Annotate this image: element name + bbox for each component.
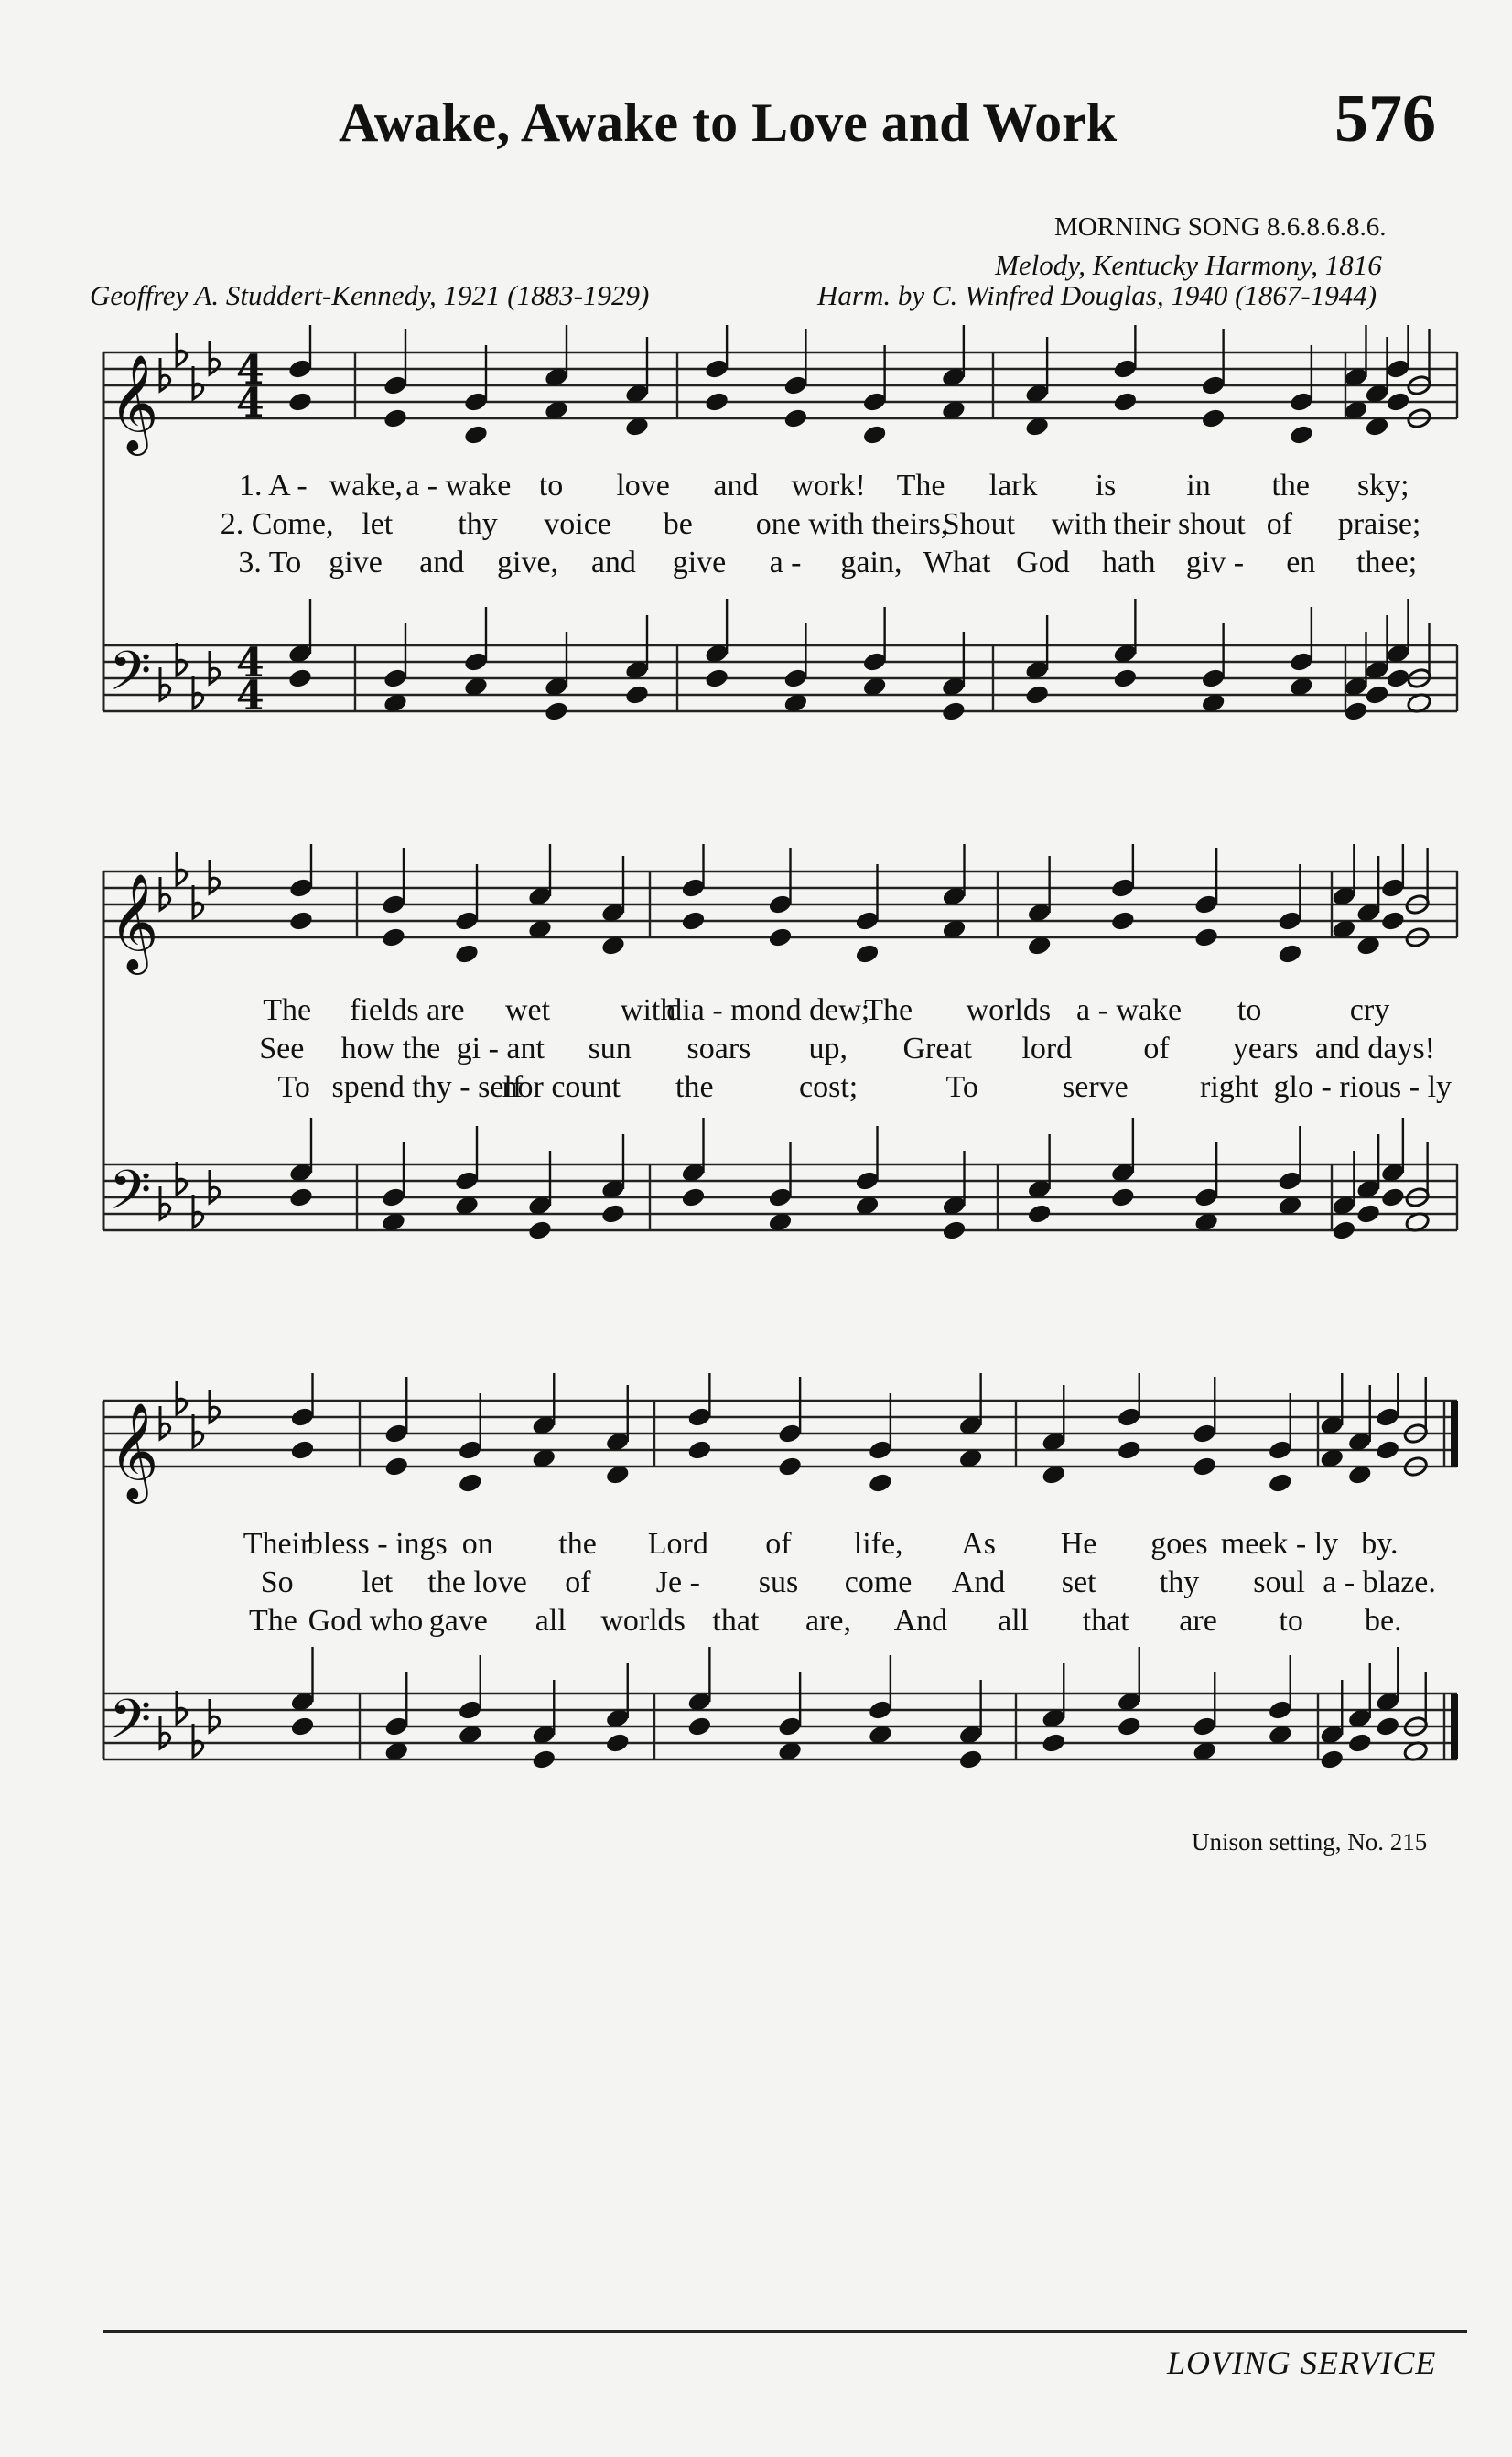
- lyric-syllable: bless - ings: [307, 1527, 448, 1561]
- lyric-syllable: all: [998, 1604, 1030, 1638]
- flat-sign: [193, 885, 203, 918]
- lyric-syllable: with theirs,: [808, 507, 949, 541]
- note-head: [1385, 667, 1411, 690]
- note-head: [381, 926, 407, 949]
- note-head: [854, 943, 880, 966]
- note-head: [1289, 424, 1315, 447]
- note-head: [544, 700, 570, 723]
- lyric-syllable: cry: [1349, 993, 1390, 1027]
- lyric-syllable: years: [1232, 1032, 1299, 1066]
- note-head: [287, 391, 314, 414]
- hymn-number: 576: [1334, 81, 1436, 157]
- lyric-syllable: and days!: [1314, 1032, 1436, 1066]
- treble-clef-icon: 𝄞: [109, 353, 159, 451]
- lyric-syllable: be.: [1364, 1604, 1402, 1638]
- lyric-syllable: Great: [902, 1032, 972, 1066]
- lyric-syllable: worlds: [600, 1604, 686, 1638]
- note-head: [1026, 1203, 1053, 1226]
- note-head: [941, 700, 967, 723]
- note-head: [680, 910, 707, 933]
- lyric-syllable: of: [1143, 1032, 1170, 1066]
- lyric-syllable: sun: [588, 1032, 632, 1066]
- lyric-syllable: nor count: [502, 1070, 621, 1104]
- lyric-syllable: a - wake: [1076, 993, 1183, 1027]
- lyric-syllable: lark: [988, 469, 1038, 503]
- lyric-syllable: en: [1286, 546, 1316, 579]
- note-head: [1380, 1186, 1407, 1209]
- note-head: [624, 684, 651, 707]
- lyric-syllable: spend thy - self: [331, 1070, 524, 1104]
- flat-sign: [193, 1195, 203, 1228]
- note-head: [1200, 407, 1226, 430]
- lyric-syllable: God: [1016, 546, 1070, 579]
- note-head: [1110, 910, 1137, 933]
- lyric-syllable: life,: [853, 1527, 903, 1561]
- flat-sign: [177, 643, 187, 676]
- lyric-syllable: all: [535, 1604, 567, 1638]
- lyric-syllable: that: [1082, 1604, 1129, 1638]
- note-head: [704, 391, 730, 414]
- lyric-syllable: The: [896, 469, 945, 503]
- lyric-syllable: that: [712, 1604, 760, 1638]
- time-signature: 4: [236, 380, 265, 427]
- lyric-syllable: wet: [505, 993, 551, 1027]
- note-head: [463, 424, 490, 447]
- lyric-syllable: The: [263, 993, 312, 1027]
- lyric-syllable: thy: [1159, 1565, 1200, 1599]
- note-head: [457, 1472, 483, 1495]
- note-head: [1346, 1732, 1373, 1755]
- note-head: [686, 1716, 713, 1738]
- unison-note: Unison setting, No. 215: [1192, 1828, 1428, 1856]
- lyric-syllable: And: [951, 1565, 1006, 1599]
- lyric-syllable: soul: [1253, 1565, 1305, 1599]
- note-head: [1193, 926, 1220, 949]
- note-head: [287, 667, 314, 690]
- lyric-syllable: glo - rious - ly: [1273, 1070, 1453, 1104]
- lyric-syllable: soars: [686, 1032, 751, 1066]
- lyric-syllable: the: [675, 1070, 714, 1104]
- note-head: [1343, 700, 1369, 723]
- flat-sign: [193, 1724, 203, 1757]
- lyric-syllable: 3. To: [238, 546, 302, 579]
- lyric-syllable: the: [1271, 469, 1310, 503]
- lyric-syllable: And: [893, 1604, 948, 1638]
- bass-clef-icon: 𝄢: [109, 1158, 152, 1235]
- lyric-syllable: give: [329, 546, 383, 579]
- flat-sign: [177, 1691, 187, 1724]
- flat-sign: [193, 366, 203, 399]
- harmony-credit: Harm. by C. Winfred Douglas, 1940 (1867-1944): [817, 279, 1377, 311]
- lyric-syllable: work!: [791, 469, 866, 503]
- note-head: [1024, 684, 1051, 707]
- lyric-syllable: So: [260, 1565, 294, 1599]
- note-head: [1277, 943, 1303, 966]
- note-head: [531, 1748, 557, 1771]
- lyric-syllable: To: [277, 1070, 310, 1104]
- lyric-syllable: gave: [428, 1604, 488, 1638]
- note-head: [957, 1748, 984, 1771]
- lyric-syllable: come: [844, 1565, 913, 1599]
- note-head: [1319, 1748, 1345, 1771]
- lyric-syllable: 1. A -: [239, 469, 308, 503]
- note-head: [783, 407, 809, 430]
- lyric-syllable: The: [249, 1604, 297, 1638]
- lyric-syllable: with: [1051, 507, 1107, 541]
- lyric-syllable: worlds: [966, 993, 1052, 1027]
- note-head: [383, 407, 409, 430]
- lyric-syllable: praise;: [1337, 507, 1421, 541]
- lyric-syllable: right: [1200, 1070, 1259, 1104]
- lyric-syllable: is: [1095, 469, 1117, 503]
- note-head: [1380, 910, 1407, 933]
- note-head: [686, 1439, 713, 1462]
- lyric-syllable: God who: [308, 1604, 424, 1638]
- lyric-syllable: be: [663, 507, 693, 541]
- lyric-syllable: with: [620, 993, 676, 1027]
- author-credit: Geoffrey A. Studdert-Kennedy, 1921 (1883-1929): [90, 279, 650, 311]
- lyric-syllable: one: [755, 507, 801, 541]
- lyric-syllable: on: [461, 1527, 493, 1561]
- note-head: [1267, 1472, 1293, 1495]
- note-head: [604, 1732, 631, 1755]
- note-head: [288, 910, 315, 933]
- note-head: [1112, 391, 1139, 414]
- lyric-syllable: lord: [1021, 1032, 1073, 1066]
- lyric-syllable: to: [538, 469, 564, 503]
- lyric-syllable: As: [961, 1527, 997, 1561]
- note-head: [777, 1456, 804, 1478]
- lyric-syllable: voice: [544, 507, 611, 541]
- melody-credit: Melody, Kentucky Harmony, 1816: [995, 249, 1382, 281]
- lyric-syllable: gi - ant: [456, 1032, 545, 1066]
- lyric-syllable: and: [590, 546, 636, 579]
- note-head: [1192, 1456, 1218, 1478]
- lyric-syllable: a - wake: [405, 469, 512, 503]
- note-head: [680, 1186, 707, 1209]
- lyric-syllable: sus: [758, 1565, 799, 1599]
- note-head: [454, 943, 481, 966]
- lyric-syllable: 2. Come,: [220, 507, 334, 541]
- note-head: [941, 1219, 967, 1242]
- lyric-syllable: gain,: [840, 546, 902, 579]
- lyric-syllable: Je -: [655, 1565, 700, 1599]
- note-head: [289, 1716, 316, 1738]
- lyric-syllable: The: [864, 993, 913, 1027]
- lyric-syllable: thy: [458, 507, 498, 541]
- time-signature: 4: [236, 347, 265, 394]
- lyric-syllable: goes: [1150, 1527, 1208, 1561]
- lyric-syllable: in: [1186, 469, 1211, 503]
- lyric-syllable: meek - ly: [1220, 1527, 1339, 1561]
- note-head: [861, 424, 888, 447]
- flat-sign: [193, 676, 203, 709]
- lyric-syllable: cost;: [799, 1070, 859, 1104]
- flat-sign: [177, 333, 187, 366]
- note-head: [1041, 1732, 1067, 1755]
- lyric-syllable: sky;: [1356, 469, 1409, 503]
- lyric-syllable: are,: [805, 1604, 852, 1638]
- note-head: [527, 1219, 554, 1242]
- lyric-syllable: love: [616, 469, 670, 503]
- lyric-syllable: of: [1266, 507, 1293, 541]
- lyric-syllable: giv -: [1185, 546, 1245, 579]
- note-head: [1116, 1439, 1142, 1462]
- flat-sign: [193, 1414, 203, 1447]
- lyric-syllable: up,: [808, 1032, 848, 1066]
- time-signature: 4: [236, 640, 265, 687]
- lyric-syllable: their shout: [1113, 507, 1246, 541]
- lyric-syllable: a -: [769, 546, 802, 579]
- treble-clef-icon: 𝄞: [109, 872, 159, 970]
- flat-sign: [177, 1381, 187, 1414]
- lyric-syllable: He: [1060, 1527, 1097, 1561]
- lyric-syllable: by.: [1361, 1527, 1399, 1561]
- lyric-syllable: let: [362, 507, 394, 541]
- lyric-syllable: dia - mond dew;: [666, 993, 870, 1027]
- lyric-syllable: let: [362, 1565, 394, 1599]
- note-head: [767, 926, 794, 949]
- lyric-syllable: of: [565, 1565, 591, 1599]
- note-head: [289, 1439, 316, 1462]
- note-head: [1116, 1716, 1142, 1738]
- treble-clef-icon: 𝄞: [109, 1402, 159, 1499]
- lyric-syllable: thee;: [1356, 546, 1418, 579]
- lyric-syllable: hath: [1102, 546, 1156, 579]
- lyric-syllable: set: [1061, 1565, 1096, 1599]
- lyric-syllable: Shout: [942, 507, 1016, 541]
- note-head: [1385, 391, 1411, 414]
- footer-rule: [103, 2330, 1467, 2333]
- flat-sign: [177, 852, 187, 885]
- note-head: [383, 1456, 410, 1478]
- lyric-syllable: and: [419, 546, 465, 579]
- lyric-syllable: are: [1179, 1604, 1217, 1638]
- note-head: [1110, 1186, 1137, 1209]
- note-head: [704, 667, 730, 690]
- note-head: [1331, 1219, 1357, 1242]
- lyric-syllable: wake,: [329, 469, 403, 503]
- lyric-syllable: to: [1237, 993, 1262, 1027]
- note-head: [600, 1203, 627, 1226]
- lyric-syllable: the love: [427, 1565, 527, 1599]
- bass-clef-icon: 𝄢: [109, 639, 152, 716]
- note-head: [1364, 684, 1390, 707]
- lyric-syllable: to: [1279, 1604, 1303, 1638]
- flat-sign: [177, 1162, 187, 1195]
- lyric-syllable: See: [259, 1032, 305, 1066]
- lyric-syllable: the: [558, 1527, 597, 1561]
- note-head: [1355, 1203, 1382, 1226]
- note-head: [1112, 667, 1139, 690]
- time-signature: 4: [236, 673, 265, 720]
- lyric-syllable: and: [713, 469, 759, 503]
- lyric-syllable: of: [765, 1527, 792, 1561]
- note-head: [288, 1186, 315, 1209]
- lyric-syllable: What: [923, 546, 991, 579]
- lyric-syllable: serve: [1063, 1070, 1129, 1104]
- lyric-syllable: To: [945, 1070, 978, 1104]
- hymn-title: Awake, Awake to Love and Work: [339, 92, 1118, 153]
- note-head: [1375, 1716, 1401, 1738]
- note-head: [1375, 1439, 1401, 1462]
- note-head: [868, 1472, 894, 1495]
- lyric-syllable: Lord: [647, 1527, 708, 1561]
- lyric-syllable: give: [672, 546, 727, 579]
- section-footer: LOVING SERVICE: [1167, 2344, 1437, 2381]
- lyric-syllable: a - blaze.: [1323, 1565, 1436, 1599]
- lyric-syllable: give,: [497, 546, 559, 579]
- lyric-syllable: how the: [340, 1032, 441, 1066]
- lyric-syllable: Their: [243, 1527, 311, 1561]
- tune-name: MORNING SONG 8.6.8.6.8.6.: [1054, 212, 1387, 242]
- lyric-syllable: fields are: [350, 993, 465, 1027]
- bass-clef-icon: 𝄢: [109, 1687, 152, 1764]
